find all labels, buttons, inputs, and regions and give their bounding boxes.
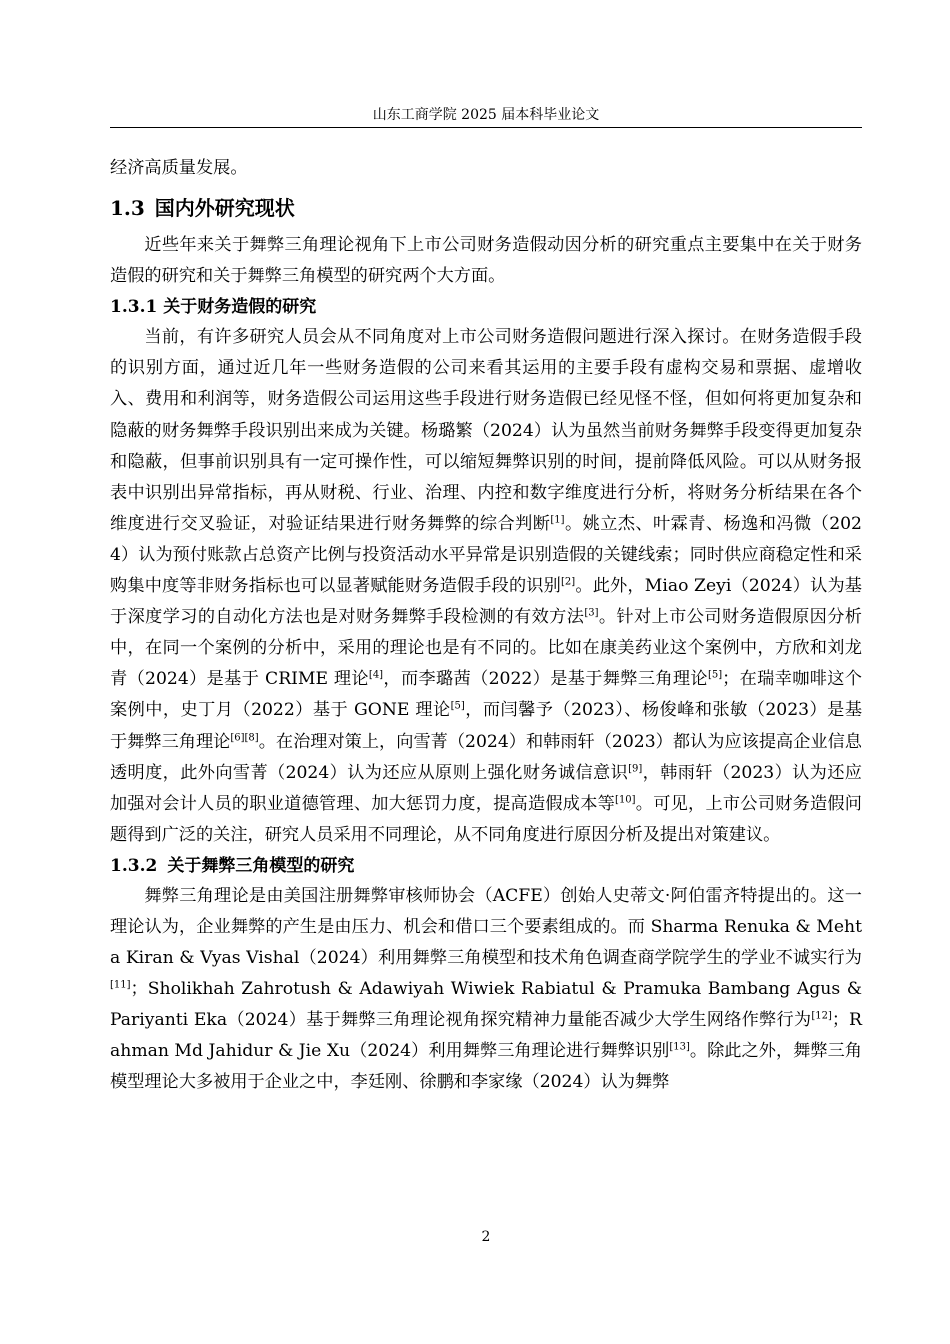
text-segment: ；Rahman Md Jahidur & Jie Xu（2024）利用舞弊三角理论进行舞弊识别 <box>110 1010 862 1062</box>
subsection-title-2: 关于舞弊三角模型的研究 <box>167 855 355 876</box>
subsection-title-1: 关于财务造假的研究 <box>163 297 317 318</box>
page-header: 山东工商学院 2025 届本科毕业论文 <box>372 107 600 123</box>
citation: [13] <box>669 1041 690 1053</box>
subsection-number-1: 1.3.1 <box>110 297 158 318</box>
citation: [3] <box>584 607 599 619</box>
text-segment: ，而闫馨予（2023）、杨俊峰和张敏（2023）是基于舞弊三角理论 <box>110 700 863 752</box>
text-segment: 。在治理对策上，向雪菁（2024）和韩雨轩（2023）都认为应该提高企业信息透明度，此外向雪菁（2024）认为还应从原则上强化财务诚信意识 <box>110 731 862 783</box>
text-segment: 。此外，Miao Zeyi（2024）认为基于深度学习的自动化方法也是对财务舞弊手段检测的有效方法 <box>110 576 862 628</box>
text-segment: 。除此之外，舞弊三角模型理论大多被用于企业之中，李廷刚、徐鹏和李家缘（2024）认为舞弊 <box>110 1041 862 1093</box>
citation: [12] <box>811 1010 832 1022</box>
text-segment: 当前，有许多研究人员会从不同角度对上市公司财务造假问题进行深入探讨。在财务造假手段的识别方面，通过近几年一些财务造假的公司来看其运用的主要手段有虚构交易和票据、虚增收入、费用和利润等，财务造假公司运用这些手段进行财务造假已经见怪不怪，但如何将更加复杂和隐蔽的财务舞弊手段识别出来成为关键。杨璐繁（2024）认为虽然当前财务舞弊手段变得更加复杂和隐蔽，但事前识别具有一定可操作性，可以缩短舞弊识别的时间，提前降低风险。可以从财务报表中识别出异常指标，再从财税、行业、治理、内控和数字维度进行分析，将财务分析结果在各个维度进行交叉验证，对验证结果进行财务舞弊的综合判断 <box>110 327 862 534</box>
text-segment: ；在瑞幸咖啡这个案例中，史丁月（2022）基于 GONE 理论 <box>110 669 862 721</box>
page-number: 2 <box>481 1229 491 1245</box>
text-segment: 舞弊三角理论是由美国注册舞弊审核师协会（ACFE）创始人史蒂文·阿伯雷齐特提出的。这一理论认为，企业舞弊的产生是由压力、机会和借口三个要素组成的。而 Sharma Renuka & Mehta Kiran & Vyas Vishal（2024）利用舞弊三角模型和技术角色调查商学院学生的学业不诚实行为 <box>110 885 862 969</box>
intro-tail-paragraph: 经济高质量发展。 <box>110 158 248 178</box>
citation: [4] <box>368 669 384 681</box>
citation: [1] <box>550 514 565 526</box>
citation: [5] <box>707 669 723 681</box>
section-intro-paragraph: 近些年来关于舞弊三角理论视角下上市公司财务造假动因分析的研究重点主要集中在关于财务造假的研究和关于舞弊三角模型的研究两个大方面。 <box>110 235 862 287</box>
subsection-heading-1 <box>110 293 862 322</box>
text-segment: ；Sholikhah Zahrotush & Adawiyah Wiwiek Rabiatul & Pramuka Bambang Agus & Pariyanti Eka（2024）基于舞弊三角理论视角探究精神力量能否减少大学生网络作弊行为 <box>110 979 862 1031</box>
citation: [9] <box>628 762 643 774</box>
text-segment: 。姚立杰、叶霖青、杨逸和冯微（2024）认为预付账款占总资产比例与投资活动水平异常是识别造假的关键线索；同时供应商稳定性和采购集中度等非财务指标也可以显著赋能财务造假手段的识别 <box>110 513 862 597</box>
section-title: 国内外研究现状 <box>154 196 295 221</box>
citation: [5] <box>450 700 465 712</box>
page-content <box>110 153 862 1099</box>
subsection-2-paragraph <box>110 881 862 1099</box>
section-number: 1.3 <box>110 196 145 221</box>
text-segment: ，而李璐茜（2022）是基于舞弊三角理论 <box>383 669 708 690</box>
citation: [6][8] <box>230 731 259 743</box>
subsection-1-paragraph <box>110 322 862 851</box>
text-segment: 。可见，上市公司财务造假问题得到广泛的关注，研究人员采用不同理论，从不同角度进行原因分析及提出对策建议。 <box>110 793 862 845</box>
subsection-number-2: 1.3.2 <box>110 855 158 876</box>
citation: [2] <box>561 576 576 588</box>
subsection-heading-2 <box>110 852 862 881</box>
text-segment: ，韩雨轩（2023）认为还应加强对会计人员的职业道德管理、加大惩罚力度，提高造假成本等 <box>110 762 862 814</box>
text-segment: 。针对上市公司财务造假原因分析中，在同一个案例的分析中，采用的理论也是有不同的。比如在康美药业这个案例中，方欣和刘龙青（2024）是基于 CRIME 理论 <box>110 607 862 690</box>
section-heading <box>110 194 862 222</box>
citation: [10] <box>615 793 636 805</box>
citation: [11] <box>110 979 131 991</box>
header-rule <box>110 127 862 128</box>
